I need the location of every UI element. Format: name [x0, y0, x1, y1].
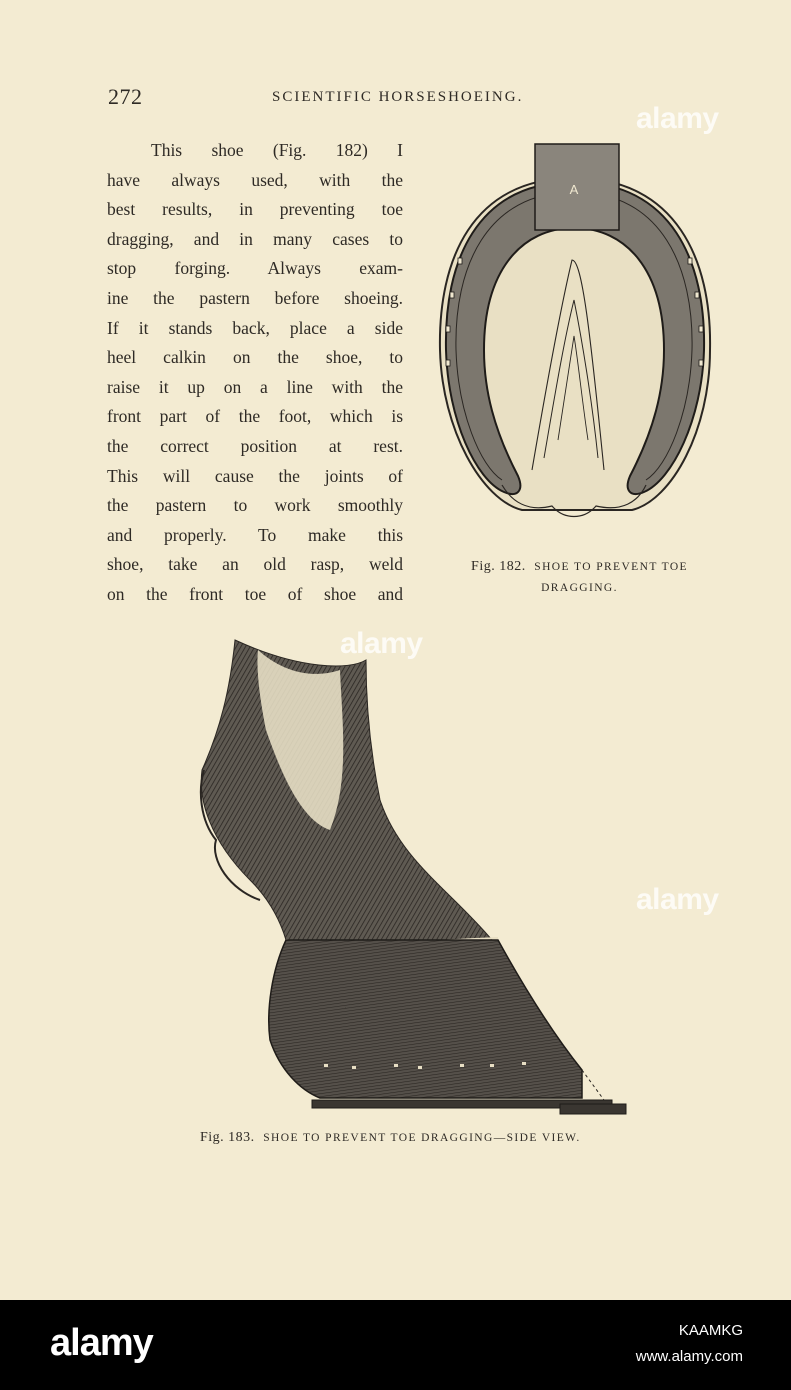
plate-label: A	[569, 182, 579, 197]
body-line: front part of the foot, which is	[107, 406, 403, 427]
figure-caption-text: SHOE TO PREVENT TOE	[534, 561, 688, 573]
body-line: have always used, with the	[107, 169, 403, 190]
body-line: This will cause the joints of	[107, 465, 403, 486]
body-line: and properly. To make this	[107, 524, 403, 545]
figure-caption-text: SHOE TO PREVENT TOE DRAGGING—SIDE VIEW.	[263, 1132, 581, 1144]
body-line: If it stands back, place a side	[107, 317, 403, 338]
site-url: www.alamy.com	[635, 1348, 743, 1365]
body-line: ine the pastern before shoeing.	[107, 287, 403, 308]
body-line: This shoe (Fig. 182) I	[151, 140, 403, 160]
watermark: alamy	[340, 627, 423, 660]
watermark: alamy	[636, 102, 719, 135]
horseshoe-bottom-view-illustration	[432, 140, 717, 540]
body-line: stop forging. Always exam-	[107, 258, 403, 279]
image-id: KAAMKG	[678, 1322, 743, 1339]
body-line: the pastern to work smoothly	[107, 495, 403, 516]
alamy-logo: alamy	[50, 1322, 153, 1364]
page-number: 272	[108, 84, 143, 109]
body-line: heel calkin on the shoe, to	[107, 347, 403, 368]
figure-label: Fig. 182.	[471, 559, 526, 574]
figure-caption	[200, 1130, 680, 1146]
figure-caption-text: DRAGGING.	[541, 582, 618, 594]
watermark: alamy	[636, 883, 719, 916]
body-line: dragging, and in many cases to	[107, 228, 403, 249]
body-paragraph	[107, 136, 403, 610]
stock-footer-bar	[0, 1300, 791, 1390]
body-line: raise it up on a line with the	[107, 376, 403, 397]
figure-label: Fig. 183.	[200, 1130, 255, 1145]
body-line: shoe, take an old rasp, weld	[107, 554, 403, 575]
figure-caption	[442, 556, 717, 599]
running-head: SCIENTIFIC HORSESHOEING.	[272, 89, 524, 105]
body-line: best results, in preventing toe	[107, 199, 403, 220]
body-line: on the front toe of shoe and	[107, 583, 403, 604]
body-line: the correct position at rest.	[107, 435, 403, 456]
hoof-side-view-illustration	[190, 630, 635, 1120]
